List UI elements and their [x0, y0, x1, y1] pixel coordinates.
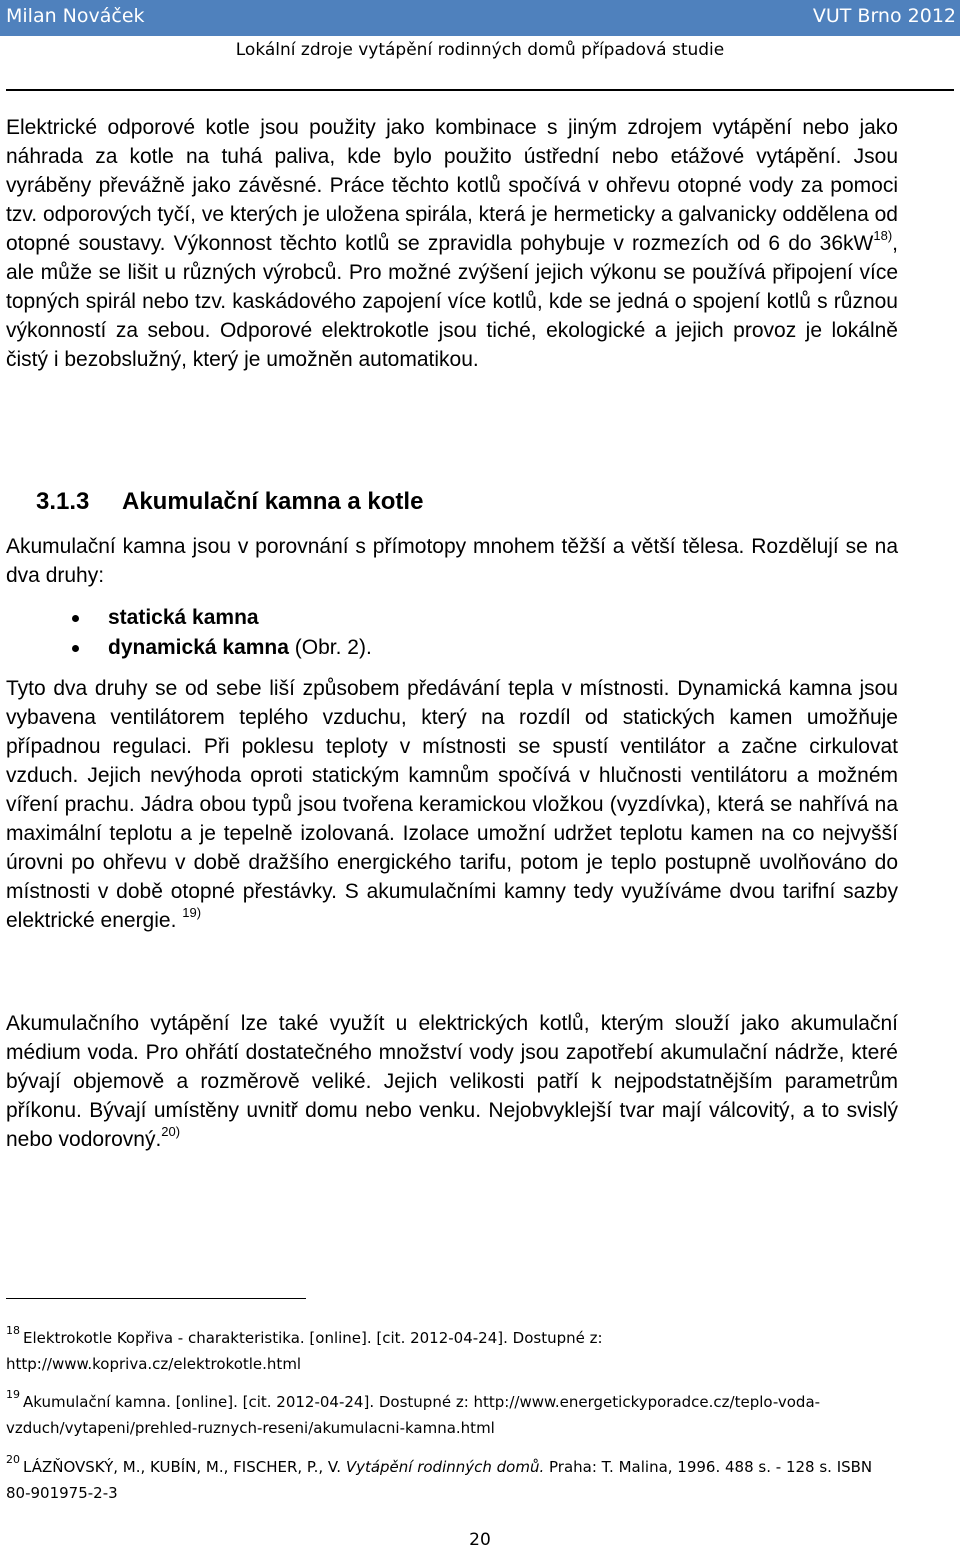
- footnote-18: [6, 1325, 896, 1377]
- header-bar: [0, 0, 960, 36]
- footnote-text: Praha: T. Malina, 1996. 488 s. - 128 s. ISBN 80-901975-2-3: [6, 1458, 873, 1502]
- section-heading: [36, 486, 423, 518]
- header-school: VUT Brno 2012: [812, 5, 956, 27]
- paragraph-text: Elektrické odporové kotle jsou použity jako kombinace s jiným zdrojem vytápění nebo jako náhrada za kotle na tuhá paliva, kde bylo použito ústřední nebo etážové vytápění. Jsou vyráběny převážně jako závěsné. Práce těchto kotlů spočívá v ohřevu otopné vody za pomoci tzv. odporových tyčí, ve kterých je uložena spirála, která je hermeticky a galvanicky oddělena od otopné soustavy. Výkonnost těchto kotlů se zpravidla pohybuje v rozmezích od 6 do 36kW: [6, 116, 898, 255]
- heater-types-list: [0, 603, 372, 663]
- footnote-divider: [6, 1298, 306, 1299]
- list-item-bold: dynamická kamna: [108, 636, 289, 659]
- list-item: [0, 633, 372, 663]
- bullet-icon: [72, 615, 79, 622]
- paragraph-text: , ale může se lišit u různých výrobců. Pro možné zvýšení jejich výkonu se používá připojení více topných spirál nebo tzv. kaskádového zapojení více kotlů, kde se jedná o spojení kotlů s různou výkonností za sebou. Odporové elektrokotle jsou tiché, ekologické a jejich provoz je lokálně čistý i bezobslužný, který je umožněn automatikou.: [6, 232, 898, 371]
- header-author: Milan Nováček: [6, 5, 145, 27]
- section-number: 3.1.3: [36, 488, 90, 515]
- footnote-text: LÁZŇOVSKÝ, M., KUBÍN, M., FISCHER, P., V.: [23, 1458, 346, 1476]
- list-item-bold: statická kamna: [108, 606, 259, 629]
- footnote-book-title: Vytápění rodinných domů.: [345, 1458, 545, 1476]
- footnote-20: [6, 1454, 896, 1506]
- paragraph-electric-boilers: [6, 113, 898, 374]
- list-item: [0, 603, 372, 633]
- footnote-ref-20[interactable]: 20): [161, 1124, 181, 1139]
- footnote-mark: 20: [6, 1453, 20, 1466]
- footnote-mark: 19: [6, 1388, 20, 1401]
- footnote-19: [6, 1389, 896, 1441]
- footnote-ref-18[interactable]: 18): [873, 228, 893, 243]
- footnote-mark: 18: [6, 1324, 20, 1337]
- paragraph-text: Akumulačního vytápění lze také využít u elektrických kotlů, kterým slouží jako akumulační médium voda. Pro ohřátí dostatečného množství vody jsou zapotřebí akumulační nádrže, které bývají objemově a rozměrově veliké. Jejich velikosti patří k nejpodstatnějším parametrům příkonu. Bývají umístěny uvnitř domu nebo venku. Nejobvyklejší tvar mají válcovitý, a to svislý nebo vodorovný.: [6, 1012, 898, 1151]
- header-subtitle: Lokální zdroje vytápění rodinných domů případová studie: [235, 40, 725, 60]
- paragraph-text: Tyto dva druhy se od sebe liší způsobem předávání tepla v místnosti. Dynamická kamna jsou vybavena ventilátorem teplého vzduchu, který na rozdíl od statických kamen umožňuje případnou regulaci. Při poklesu teploty v místnosti se spustí ventilátor a začne cirkulovat vzduch. Jejich nevýhoda oproti statickým kamnům spočívá v hlučnosti ventilátoru a možném víření prachu. Jádra obou typů jsou tvořena keramickou vložkou (vyzdívka), která se nahřívá na maximální teplotu a je tepelně izolovaná. Izolace umožní udržet teplotu kamen na co nejvyšší úrovni po ohřevu v době dražšího energického tarifu, potom je teplo postupně uvolňováno do místnosti v době otopné přestávky. S akumulačními kamny tedy využíváme dvou tarifní sazby elektrické energie.: [6, 677, 898, 932]
- paragraph-heater-differences: [6, 674, 898, 935]
- footnote-ref-19[interactable]: 19): [182, 905, 202, 920]
- footnote-text: Elektrokotle Kopřiva - charakteristika. [online]. [cit. 2012-04-24]. Dostupné z: http://www.kopriva.cz/elektrokotle.html: [6, 1329, 603, 1373]
- header-divider: [6, 89, 954, 91]
- page-number: 20: [469, 1530, 491, 1550]
- paragraph-storage-boilers: [6, 1009, 898, 1154]
- paragraph-storage-heaters-intro: Akumulační kamna jsou v porovnání s přímotopy mnohem těžší a větší tělesa. Rozdělují se na dva druhy:: [6, 535, 898, 587]
- section-title: Akumulační kamna a kotle: [122, 488, 424, 515]
- list-item-rest: (Obr. 2).: [288, 636, 372, 659]
- bullet-icon: [72, 645, 79, 652]
- footnote-text: Akumulační kamna. [online]. [cit. 2012-04-24]. Dostupné z: http://www.energetickyporadce.cz/teplo-voda-vzduch/vytapeni/prehled-ruznych-reseni/akumulacni-kamna.html: [6, 1393, 821, 1437]
